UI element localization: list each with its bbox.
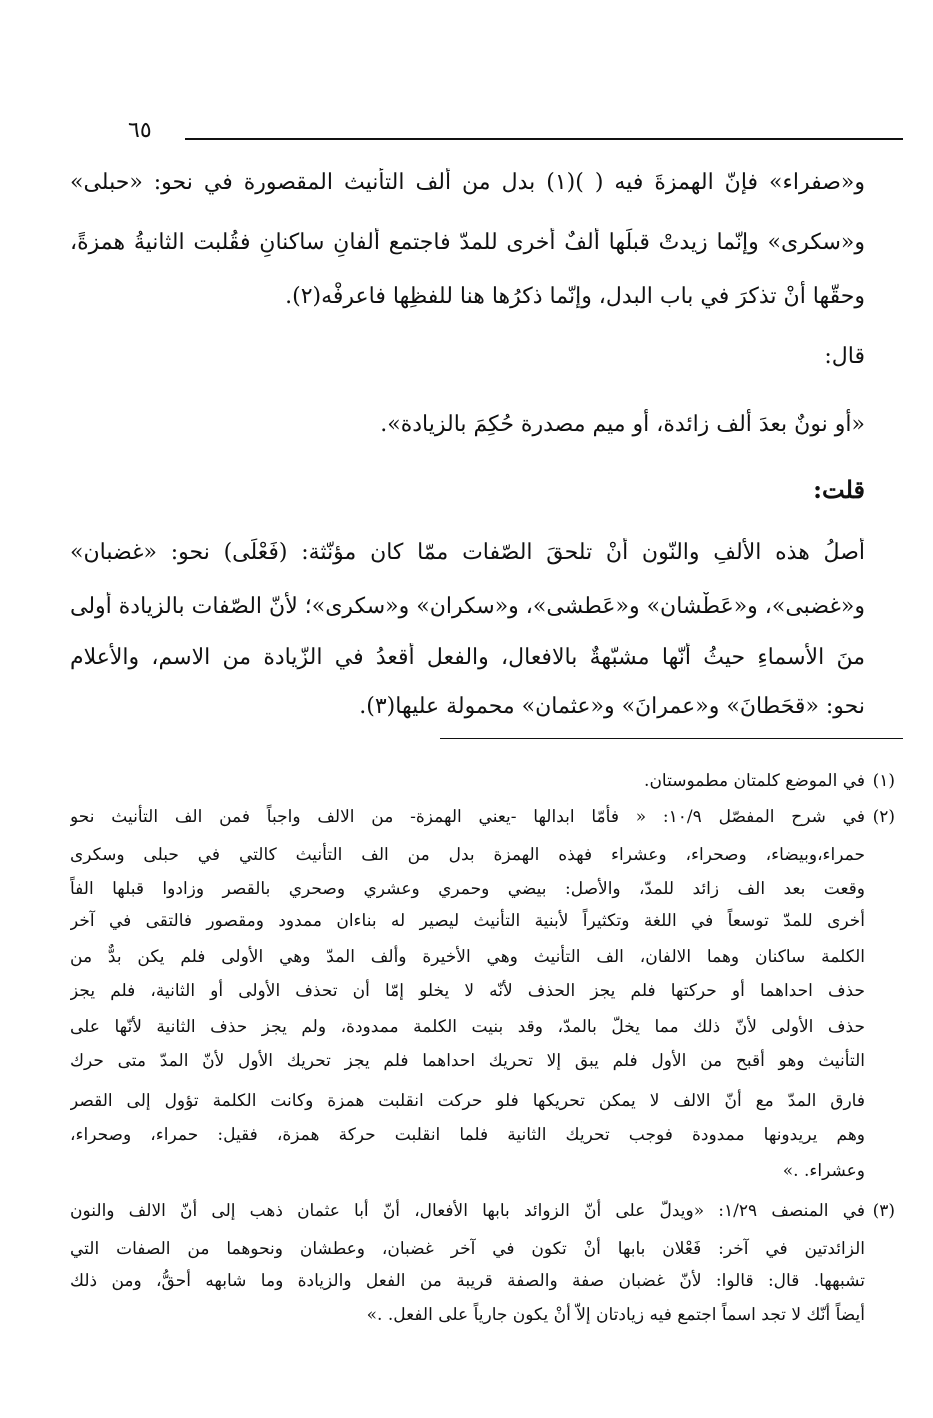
body-line: وحقّها أنْ تذكرَ في باب البدل، وإنّما ذكرُها هنا للفظِها فاعرفْه(٢). (285, 284, 865, 309)
footnote-line: وعشراء. .» (782, 1161, 865, 1181)
footnote-number: (٢) (872, 807, 895, 827)
footnote-line: حذف احداهما أو حركتها فلم يجز الحذف لأنّه لا يخلو إمّا أن تحذف الأولى أو الثانية، فلم يجز (70, 981, 865, 1001)
body-line: و«غضبى»، و«عَطْشان» و«عَطشى»، و«سكران» و«سكرى»؛ لأنّ الصّفات بالزيادة أولى (70, 594, 865, 619)
footnote-line: وهم يريدونها ممدودة فوجب تحريك الثانية فلما انقلبت حركة همزة، فقيل: حمراء، وصحراء، (70, 1125, 865, 1145)
footnote-line: الزائدتين في آخر: فَعْلان بابها أنْ تكون في آخر غضبان، وعطشان ونحوهما من الصفات التي (70, 1239, 865, 1259)
footnote-rule (440, 738, 903, 739)
footnote-line: فارق المدّ مع أنّ الالف لا يمكن تحريكها فلو حركت انقلبت همزة وكانت الكلمة تؤول إلى القصر (70, 1091, 865, 1111)
footnote-line: التأنيث وهو أقبح من الأول فلم يبق إلا تحريك احداهما فلم يجز تحريك الأول لأنّ المدّ متى حرك (70, 1051, 865, 1071)
body-line: منَ الأسماءِ حيثُ أنّها مشبّهةٌ بالافعال، والفعل أقعدُ في الزّيادة من الاسم، والأعلام (70, 645, 865, 670)
footnote-line: في شرح المفصّل ١٠/٩: « فأمّا ابدالها -يعني الهمزة- من الالف واجباً فمن الف التأنيث نحو (70, 807, 865, 827)
footnote-number: (١) (872, 771, 895, 791)
qal-label: قال: (824, 344, 865, 369)
body-line: نحو: «قحَطانَ» و«عمرانَ» و«عثمان» محمولة عليها(٣). (359, 694, 865, 719)
footnote-line: وقعت بعد الف زائد للمدّ، والأصل: بيضي وحمري وعشري وصحري بالقصر وزادوا قبلها الفاً (70, 879, 865, 899)
footnote-line: أيضاً أنّك لا تجد اسماً اجتمع فيه زيادتان إلاّ أنْ يكون جارياً على الفعل. .» (366, 1305, 865, 1325)
quoted-text: «أو نونٌ بعدَ ألف زائدة، أو ميم مصدرة حُكِمَ بالزيادة». (380, 412, 865, 437)
body-line: أصلُ هذه الألفِ والنّون أنْ تلحقَ الصّفات ممّا كان مؤنّثة: (فَعْلَى) نحو: «غضبان» (70, 540, 865, 565)
footnote-line: أخرى للمدّ توسعاً في اللغة وتكثيراً لأبنية التأنيث ليصير له بناءان ممدود ومقصور فالتقى في آخر (70, 911, 865, 931)
footnote-line: الكلمة ساكنان وهما الالفان، الف التأنيث وهي الأخيرة وألف المدّ وهي الأولى فلم يكن بدٌّ من (70, 947, 865, 967)
footnote-line: حمراء،وبيضاء، وصحراء، وعشراء فهذه الهمزة بدل من الف التأنيث كالتي في حبلى وسكرى (70, 845, 865, 865)
body-line: و«صفراء» فإنّ الهمزةَ فيه ( )(١) بدل من ألف التأنيث المقصورة في نحو: «حبلى» (70, 170, 865, 195)
footnote-line: في الموضع كلمتان مطموستان. (644, 771, 865, 791)
page-number: ٦٥ (128, 118, 152, 143)
body-line: و«سكرى» وإنّما زيدتْ قبلَها ألفٌ أخرى للمدّ فاجتمع ألفانِ ساكنانِ فقُلبت الثانيةُ همزةً، (70, 230, 865, 255)
footnote-line: تشبهها. قال: قالوا: لأنّ غضبان صفة والصفة قريبة من الفعل والزيادة وما شابهه أحقُّ، ومن ذلك (70, 1271, 865, 1291)
section-heading: قلت: (813, 475, 865, 504)
header-rule (185, 138, 903, 140)
footnote-number: (٣) (872, 1201, 895, 1221)
footnote-line: في المنصف ١/٢٩: «ويدلّ على أنّ الزوائد بابها الأفعال، أنّ أبا عثمان ذهب إلى أنّ الالف والنون (70, 1201, 865, 1221)
footnote-line: حذف الأولى لأنّ ذلك مما يخلّ بالمدّ، وقد بنيت الكلمة ممدودة، ولم يجز حذف الثانية لأنّها على (70, 1017, 865, 1037)
